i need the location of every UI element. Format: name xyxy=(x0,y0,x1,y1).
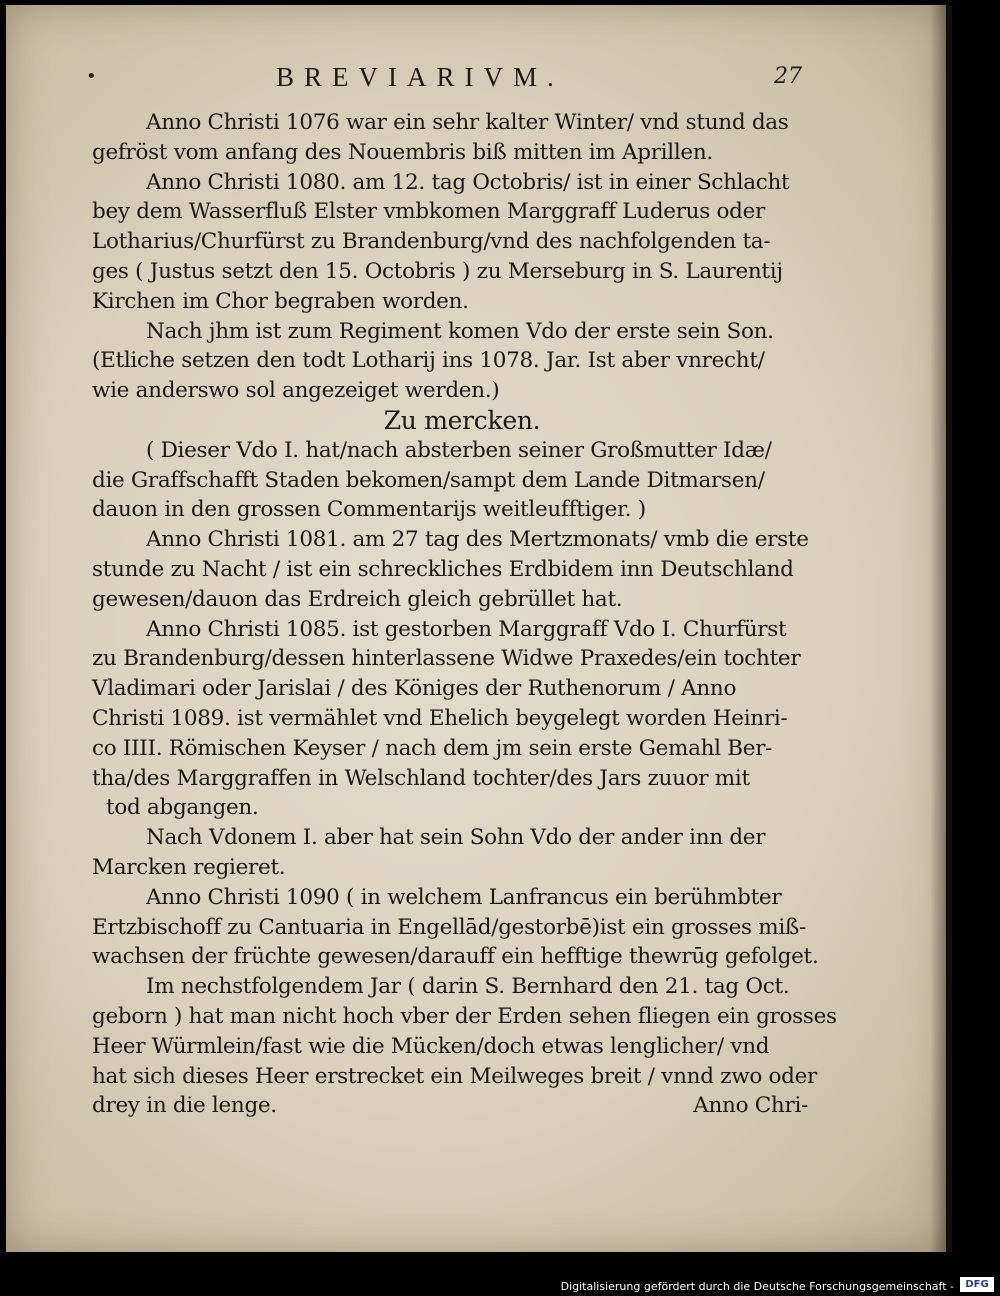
page-number: 27 xyxy=(774,64,802,89)
body-text xyxy=(92,108,837,1121)
text-line: ges ( Justus setzt den 15. Octobris ) zu Merseburg in S. Laurentij xyxy=(92,258,783,284)
ornament-mark: • xyxy=(86,66,97,87)
text-line: gefröst vom anfang des Nouembris biß mitten im Aprillen. xyxy=(92,139,713,165)
text-line: Vladimari oder Jarislai / des Königes der Ruthenorum / Anno xyxy=(92,676,737,702)
text-line: tha/des Marggraffen in Welschland tochter/des Jars zuuor mit xyxy=(92,765,750,791)
text-line: Ertzbischoff zu Cantuaria in Engellād/gestorbē)ist ein grosses miß- xyxy=(92,914,806,940)
text-line: drey in die lenge. xyxy=(92,1093,277,1119)
text-line: ( Dieser Vdo I. hat/nach absterben seiner Großmutter Idæ/ xyxy=(146,437,772,463)
text-line: Christi 1089. ist vermählet vnd Ehelich beygelegt worden Heinri- xyxy=(92,705,788,731)
text-line: hat sich dieses Heer erstrecket ein Meilweges breit / vnnd zwo oder xyxy=(92,1063,818,1089)
text-line: wachsen der früchte gewesen/darauff ein hefftige thewrūg gefolget. xyxy=(92,944,819,970)
text-line: zu Brandenburg/dessen hinterlassene Widwe Praxedes/ein tochter xyxy=(92,646,801,672)
text-line: (Etliche setzen den todt Lotharij ins 1078. Jar. Ist aber vnrecht/ xyxy=(92,348,765,374)
text-line: Anno Christi 1080. am 12. tag Octobris/ ist in einer Schlacht xyxy=(146,169,790,195)
text-line: Nach jhm ist zum Regiment komen Vdo der erste sein Son. xyxy=(146,318,774,344)
text-line: Anno Christi 1085. ist gestorben Marggraff Vdo I. Churfürst xyxy=(146,616,787,642)
text-line: geborn ) hat man nicht hoch vber der Erden sehen fliegen ein grosses xyxy=(92,1003,837,1029)
text-line: Lotharius/Churfürst zu Brandenburg/vnd des nachfolgenden ta- xyxy=(92,229,771,255)
section-heading: Zu mercken. xyxy=(383,405,541,435)
text-line: Nach Vdonem I. aber hat sein Sohn Vdo der ander inn der xyxy=(146,825,766,851)
text-line: Heer Würmlein/fast wie die Mücken/doch etwas lenglicher/ vnd xyxy=(92,1033,770,1059)
text-line: Kirchen im Chor begraben worden. xyxy=(92,288,469,314)
text-line-last xyxy=(92,1091,812,1121)
text-line: stunde zu Nacht / ist ein schreckliches Erdbidem inn Deutschland xyxy=(92,556,794,582)
text-line: Anno Christi 1076 war ein sehr kalter Winter/ vnd stund das xyxy=(146,110,789,135)
text-line: co IIII. Römischen Keyser / nach dem jm sein erste Gemahl Ber- xyxy=(92,735,773,761)
text-line: bey dem Wasserfluß Elster vmbkomen Marggraff Luderus oder xyxy=(92,199,766,225)
text-line: Marcken regieret. xyxy=(92,854,286,880)
text-line: tod abgangen. xyxy=(106,795,259,821)
text-line: die Graffschafft Staden bekomen/sampt dem Lande Ditmarsen/ xyxy=(92,467,765,493)
text-line: gewesen/dauon das Erdreich gleich gebrüllet hat. xyxy=(92,586,623,612)
funding-credit: Digitalisierung gefördert durch die Deutsche Forschungsgemeinschaft - xyxy=(560,1280,954,1293)
catchword: Anno Chri- xyxy=(693,1093,808,1119)
text-line: Anno Christi 1081. am 27 tag des Mertzmonats/ vmb die erste xyxy=(146,527,809,553)
dfg-logo[interactable]: DFG xyxy=(960,1277,994,1292)
text-line: Anno Christi 1090 ( in welchem Lanfrancus ein berühmbter xyxy=(146,884,782,910)
running-title: BREVIARIVM. xyxy=(276,62,564,92)
text-line: Im nechstfolgendem Jar ( darin S. Bernhard den 21. tag Oct. xyxy=(146,974,790,1000)
page-edge-shadow xyxy=(930,5,952,1252)
text-line: wie anderswo sol angezeiget werden.) xyxy=(92,378,500,404)
page-header xyxy=(86,62,806,102)
text-line: dauon in den grossen Commentarijs weitleufftiger. ) xyxy=(92,497,646,523)
